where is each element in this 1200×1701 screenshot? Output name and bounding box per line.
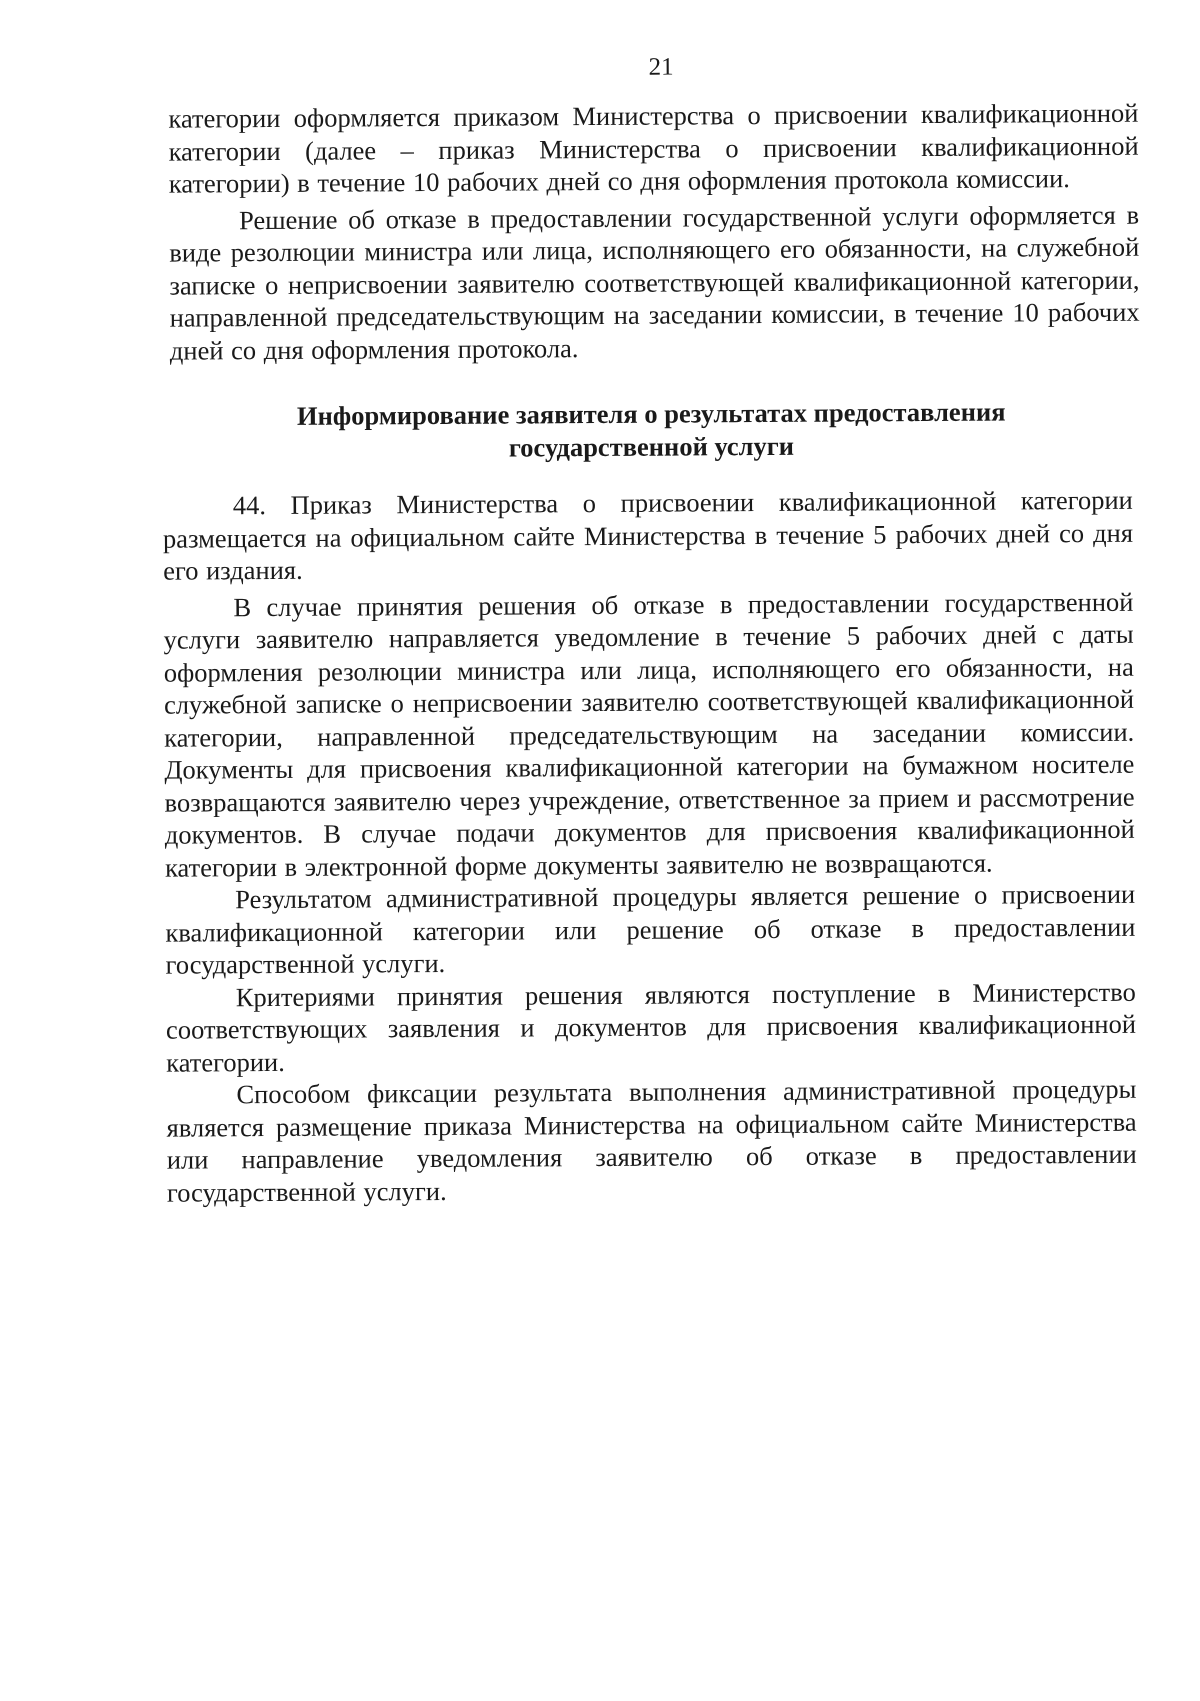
paragraph-fixation-method: Способом фиксации результата выполнения административной процедуры является размещение приказа Министерства на официальном сайте Министерства или направление уведомления заявителю об отказе в предоставлении государственной услуги. [166,1073,1137,1208]
section-heading-line-2: государственной услуги [508,430,795,463]
section-text-block [163,484,1137,1209]
paragraph-44: 44. Приказ Министерства о присвоении квалификационной категории размещается на официальном сайте Министерства в течение 5 рабочих дней со дня его издания. [162,484,1134,586]
page-number: 21 [648,53,674,81]
top-text-block [168,97,1140,367]
paragraph-continuation: категории оформляется приказом Министерства о присвоении квалификационной категории (далее – приказ Министерства о присвоении квалификационной категории) в течение 10 рабочих дней со дня оформления протокола комиссии. [168,97,1139,199]
section-heading [166,395,1136,467]
paragraph-refusal-notice: В случае принятия решения об отказе в предоставлении государственной услуги заявителю направляется уведомление в течение 5 рабочих дней с даты оформления резолюции министра или лица, исполняющего его обязанности, на служебной записке о неприсвоении заявителю соответствующей квалификационной категории, направленной председательствующим на заседании комиссии. Документы для присвоения квалификационной категории на бумажном носителе возвращаются заявителю через учреждение, ответственное за прием и рассмотрение документов. В случае подачи документов для присвоения квалификационной категории в электронной форме документы заявителю не возвращаются. [163,586,1135,883]
paragraph-criteria: Критериями принятия решения являются поступление в Министерство соответствующих заявления и документов для присвоения квалификационной категории. [165,976,1137,1078]
paragraph-result: Результатом административной процедуры является решение о присвоении квалификационной категории или решение об отказе в предоставлении государственной услуги. [165,878,1136,980]
section-heading-line-1: Информирование заявителя о результатах предоставления [296,396,1006,431]
paragraph-refusal-decision: Решение об отказе в предоставлении государственной услуги оформляется в виде резолюции министра или лица, исполняющего его обязанности, на служебной записке о неприсвоении заявителю соответствующей квалификационной категории, направленной председательствующим на заседании комиссии, в течение 10 рабочих дней со дня оформления протокола. [169,199,1140,366]
